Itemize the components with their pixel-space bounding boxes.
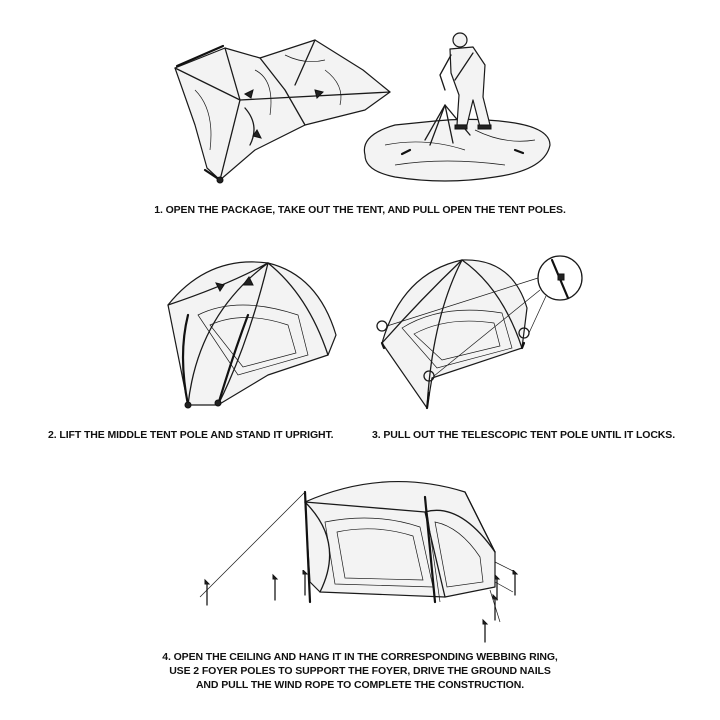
step-2-caption: 2. LIFT THE MIDDLE TENT POLE AND STAND IT UPRIGHT. [48,429,334,441]
person-unfolding-tent-icon [355,25,560,190]
step-1-caption: 1. OPEN THE PACKAGE, TAKE OUT THE TENT, AND PULL OPEN THE TENT POLES. [154,204,566,216]
step-4-caption [0,650,720,692]
tent-pole-lock-icon [372,248,592,413]
step-4-caption-line: 4. OPEN THE CEILING AND HANG IT IN THE CORRESPONDING WEBBING RING, [162,651,558,663]
ground-nail-icon [195,570,535,645]
tent-half-raised-icon [158,255,348,415]
step-4-caption-line: AND PULL THE WIND ROPE TO COMPLETE THE CONSTRUCTION. [195,679,525,691]
step-4-caption-line: USE 2 FOYER POLES TO SUPPORT THE FOYER, DRIVE THE GROUND NAILS [169,665,551,677]
step-3-caption: 3. PULL OUT THE TELESCOPIC TENT POLE UNTIL IT LOCKS. [372,429,676,441]
